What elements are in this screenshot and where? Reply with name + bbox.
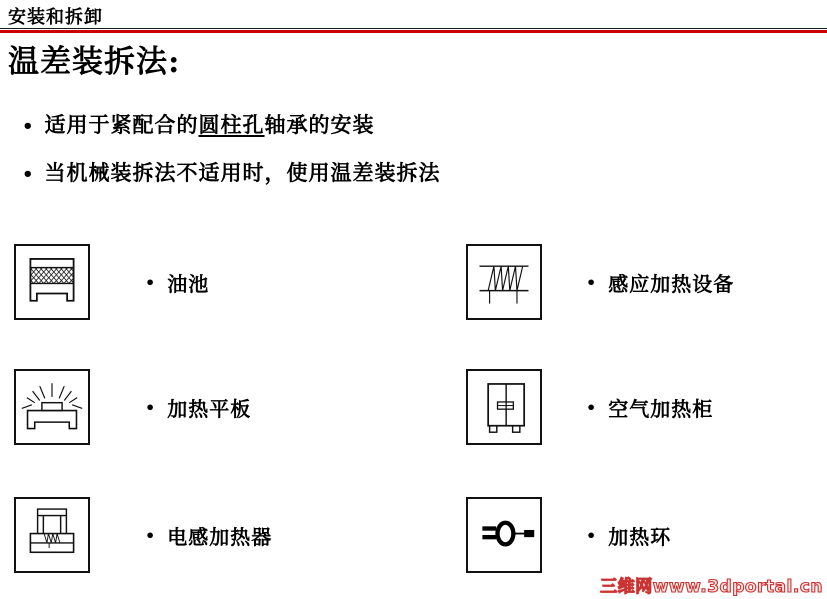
oil-bath-icon <box>14 244 90 320</box>
header-divider-black <box>0 28 827 29</box>
bullet-dot: • <box>586 525 598 545</box>
bullet-dot: • <box>586 397 598 417</box>
bullet-dot: • <box>22 164 35 185</box>
bullet-dot: • <box>22 116 35 137</box>
bullet-dot: • <box>586 272 598 292</box>
bullet-item <box>22 158 742 190</box>
method-label-air-cabinet: • 空气加热柜 <box>586 396 714 421</box>
page-title: 温差装拆法: <box>8 44 181 80</box>
method-label-inductance-heater: • 电感加热器 <box>145 524 273 549</box>
bullet-dot: • <box>145 272 157 292</box>
method-label-heating-ring: • 加热环 <box>586 524 672 549</box>
bullet-text: 适用于紧配合的圆柱孔轴承的安装 <box>44 112 375 137</box>
bullet-dot: • <box>145 525 157 545</box>
induction-coil-icon <box>466 244 542 320</box>
heating-ring-icon <box>466 497 542 573</box>
watermark: 三维网www.3dportal.cn <box>600 577 823 597</box>
air-heating-cabinet-icon <box>466 369 542 445</box>
method-label-oil-bath: • 油池 <box>145 271 210 296</box>
heating-plate-icon <box>14 369 90 445</box>
slide-header: 安装和拆卸 <box>8 7 103 28</box>
header-divider-red <box>0 30 827 33</box>
bullet-item <box>22 110 742 142</box>
bullet-text: 当机械装拆法不适用时，使用温差装拆法 <box>44 160 441 185</box>
underlined-term: 圆柱孔 <box>198 112 265 137</box>
method-label-induction-equipment: • 感应加热设备 <box>586 271 735 296</box>
bullet-dot: • <box>145 397 157 417</box>
inductance-heater-icon <box>14 497 90 573</box>
method-label-heating-plate: • 加热平板 <box>145 396 252 421</box>
intro-bullets <box>22 110 742 206</box>
